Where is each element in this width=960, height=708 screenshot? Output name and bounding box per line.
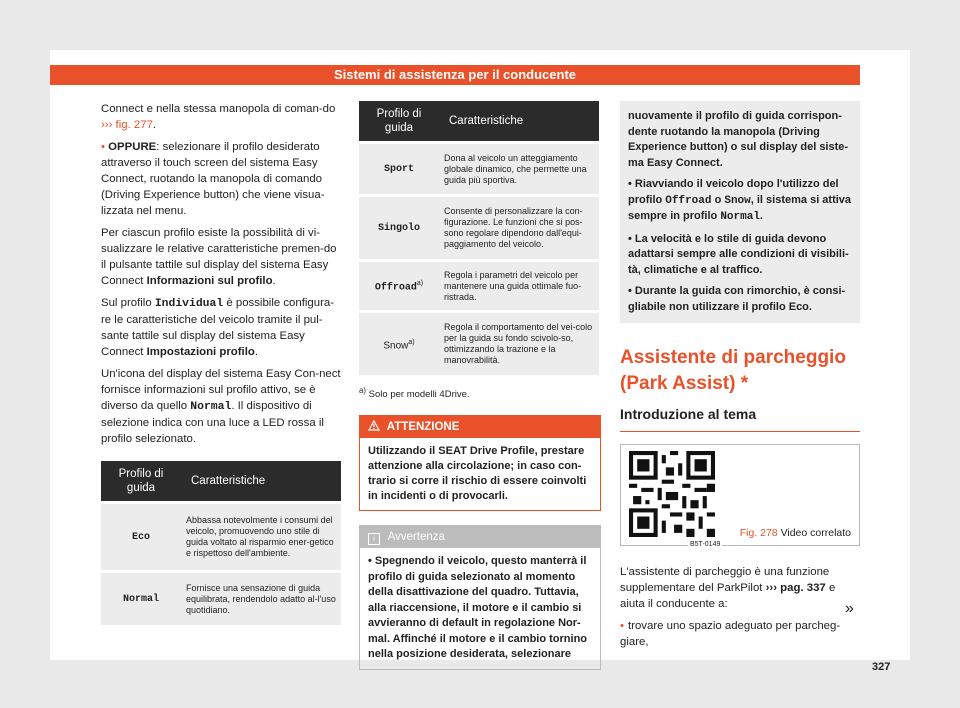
note-title: Avvertenza: [387, 531, 445, 544]
paragraph-park-assist: L'assistente di parcheggio è una funzione supplementare del ParkPilot ››› pag. 337 e aiuta il conducente a:: [620, 566, 836, 610]
paragraph-connect: Connect e nella stessa manopola di coman-do ››› fig. 277.: [101, 103, 336, 131]
table-header-profile: Profilo di guida: [101, 461, 181, 503]
table-row: Normal Fornisce una sensazione di guida equilibrata, rendendolo adatto al-l'uso quotidiano.: [101, 572, 341, 626]
table-header-features: Caratteristiche: [439, 101, 599, 143]
page-ref-link[interactable]: ››› pag. 337: [765, 582, 826, 594]
fig-ref-link[interactable]: ››› fig. 277: [101, 119, 153, 131]
table-row: Singolo Consente di personalizzare la con-figurazione. Le funzioni che si pos-sono regolare dipendono dall'equi-paggiamento del veicolo.: [359, 196, 599, 261]
table-row: Sport Dona al veicolo un atteggiamento globale dinamico, che permette una guida più sportiva.: [359, 143, 599, 196]
paragraph-icon: Un'icona del display del sistema Easy Con-nect fornisce informazioni sul profilo attivo, se è diverso da quello Normal. Il dispositivo di selezione indica con una luce a LED rossa il profilo selezionato.: [101, 368, 341, 445]
profile-table-1: [101, 461, 341, 625]
page-number: 327: [872, 661, 891, 673]
column-2: [359, 101, 599, 670]
column-1: [101, 101, 341, 625]
note-body: Spegnendo il veicolo, questo manterrà il profilo di guida selezionato al momento della disattivazione del quadro. Tuttavia, alla riaccensione, il motore e il cambio si avvieranno di default in regolazione Nor-mal. Affinché il motore e il cambio tornino nella posizione desiderata, selezionare: [368, 555, 588, 661]
warning-box: [359, 415, 601, 511]
section-title: Assistente di parcheggio (Park Assist) *: [620, 347, 846, 394]
table-row: Eco Abbassa notevolmente i consumi del veicolo, promuovendo uno stile di guida voltato al risparmio ener-getico e rispettoso dell'ambiente.: [101, 503, 341, 572]
warning-title: ATTENZIONE: [386, 421, 460, 434]
note-box: i Avvertenza • Spegnendo il veicolo, questo manterrà il profilo di guida selezionato al momento della disattivazione del quadro. Tuttavia, alla riaccensione, il motore e il cambio si avvieranno di default in regolazione Nor-mal. Affinché il motore e il cambio tornino nella posizione desiderata, selezionare: [359, 525, 601, 670]
table-row: Offroad$^{a)}$ Regola i parametri del veicolo per mantenere una guida ottimale fuo-ristrada.: [359, 261, 599, 312]
qr-code-label: B5T-0149: [688, 537, 722, 553]
table-footnote: $^{a)}$ Solo per modelli 4Drive.: [359, 386, 470, 401]
table-row: Snow$^{a)}$ Regola il comportamento del vei-colo per la guida su fondo scivolo-so, ottimizzando la trazione e la manovrabilità.: [359, 312, 599, 376]
profile-table-2: [359, 101, 599, 375]
figure-278: [620, 444, 860, 546]
note-continuation: nuovamente il profilo di guida corrispon-dente ruotando la manopola (Driving Experience button) o sul display del siste-ma Easy Connect. • Riavviando il veicolo dopo l'utilizzo del profilo Offroad o Snow, il sistema si attiva sempre in profilo Normal. • La velocità e lo stile di guida devono adattarsi sempre alle condizioni di visibili-tà, climatiche e al traffico. • Durante la guida con rimorchio, è consi-gliabile non utilizzare il profilo Eco.: [620, 101, 860, 323]
figure-caption: Fig. 278 Video correlato: [739, 527, 851, 539]
list-item: • trovare uno spazio adeguato per parcheg-giare,: [620, 618, 860, 650]
paragraph-individual: Sul profilo Individual è possibile configura-re le caratteristiche del veicolo tramite il pul-sante tattile sul display del sistema Easy Connect Impostazioni profilo.: [101, 297, 334, 358]
continue-mark: »: [845, 600, 854, 617]
paragraph-oppure: • OPPURE: selezionare il profilo desiderato attraverso il touch screen del sistema Easy Connect, ruotando la manopola di comando (Driving Experience button) che viene visua-lizzata nel menu.: [101, 141, 325, 217]
table-header-profile: Profilo di guida: [359, 101, 439, 143]
paragraph-profile-info: Per ciascun profilo esiste la possibilità di vi-sualizzare le relative caratteristiche premen-do il pulsante tattile sul display del sistema Easy Connect Informazioni sul profilo.: [101, 227, 337, 287]
table-header-features: Caratteristiche: [181, 461, 341, 503]
info-icon: i: [368, 533, 380, 545]
subsection-title: Introduzione al tema: [620, 405, 860, 432]
column-3: [620, 101, 860, 656]
qr-code-icon[interactable]: [629, 451, 715, 537]
section-header: Sistemi di assistenza per il conducente: [50, 65, 860, 85]
warning-body: Utilizzando il SEAT Drive Profile, prestare attenzione alla circolazione; in caso con-trario si corre il rischio di essere coinvolti in incidenti o di provocarli.: [368, 445, 587, 503]
warning-triangle-icon: [368, 420, 380, 431]
